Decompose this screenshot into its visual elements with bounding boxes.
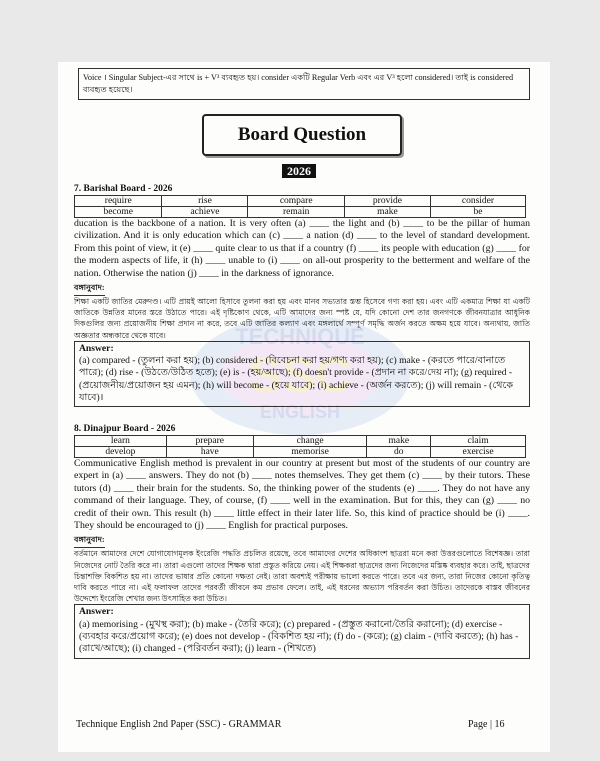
q8-word-table bbox=[74, 435, 526, 458]
q8-answer-box bbox=[74, 604, 530, 658]
word-cell: claim bbox=[431, 436, 526, 447]
word-cell: change bbox=[253, 436, 367, 447]
word-cell: develop bbox=[75, 447, 167, 458]
watermark-middle: SSC bbox=[248, 347, 352, 403]
year-badge: 2026 bbox=[282, 164, 316, 178]
word-cell: remain bbox=[248, 207, 345, 218]
word-cell: provide bbox=[344, 196, 430, 207]
q8-answer-label: Answer: bbox=[79, 606, 114, 618]
table-row bbox=[75, 207, 526, 218]
q7-title: 7. Barishal Board - 2026 bbox=[74, 184, 173, 194]
word-cell: memorise bbox=[253, 447, 367, 458]
word-cell: be bbox=[430, 207, 525, 218]
q7-word-table bbox=[74, 195, 526, 218]
word-cell: prepare bbox=[166, 436, 253, 447]
footer-page-number: Page | 16 bbox=[468, 719, 505, 730]
q7-answer-box bbox=[74, 341, 530, 407]
word-cell: require bbox=[75, 196, 162, 207]
question-7 bbox=[74, 184, 530, 407]
q7-bn-label: বঙ্গানুবাদ: bbox=[74, 282, 105, 296]
q8-bengali-translation: বর্তমানে আমাদের দেশে যোগাযোগমূলক ইংরেজি পদ্ধতি প্রচলিত রয়েছে, তবে আমাদের দেশের অধিকাংশ ছাত্ররা মনে করা উত্তরগুলোতে বিশেষজ্ঞ। তারা নিজেদের নোট তৈরি করে না। তারা এগুলো তাদের শিক্ষক দ্বারা প্রস্তুত করিয়ে নেয়। এই শিক্ষকরা ছাত্রদের জন্য নিজেদের মস্তিষ্ক ব্যবহার করে। তাই, ছাত্রদের চিন্তাশক্তি বিকশিত হয় না। তাদের ভাষার প্রতি কোনো দক্ষতা নেই। তারা অবশ্যই পরীক্ষায় ভালো করতে পারে। তবে এর জন্য, তারা নিজের কোনো কৃতিত্ব দাবি করতে পারে না। এই ফলাফল তাদের পরবর্তী জীবনে কম প্রভাব ফেলে। তাই, এই ধরনের অভ্যাস পরিবর্তন করা উচিত। তাদেরকে বাস্তব জীবনের উদ্দেশ্যে ইংরেজি শেখার জন্য উৎসাহিত করা উচিত। bbox=[74, 549, 530, 604]
word-cell: do bbox=[367, 447, 431, 458]
word-cell: rise bbox=[162, 196, 248, 207]
q8-bn-label: বঙ্গানুবাদ: bbox=[74, 534, 105, 548]
word-cell: compare bbox=[248, 196, 345, 207]
q8-answer-text: (a) memorising - (মুখস্থ করা); (b) make - (তৈরি করে); (c) prepared - (প্রস্তুত করানো/তৈরি করানো); (d) exercise - (ব্যবহার করে/প্রয়োগ করে); (e) does not develop - (বিকশিত হয় না); (f) do - (করে); (g) claim - (দাবি করতে); (h) has - (রাখে/আছে); (i) changed - (পরিবর্তন করা); (j) learn - (শিখতে) bbox=[79, 618, 519, 655]
q7-bengali-translation: শিক্ষা একটি জাতির মেরুদণ্ড। এটি প্রায়ই আলো হিসাবে তুলনা করা হয় এবং মানব সভ্যতার স্তম্ভ হিসেবে গণ্য করা হয়। এবং এটি একমাত্র শিক্ষা যা একটি জাতিকে উন্নতির মানের স্তরে উঠাতে পারে। এই দৃষ্টিকোণ থেকে, এটি আমাদের জন্য স্পষ্ট যে, যদি কোনো দেশ তার জনগণকে জীবনযাত্রার আধুনিক দিকগুলির জন্য প্রয়োজনীয় শিক্ষা প্রদান না করে, তবে এটি জাতির কল্যাণ এবং মঙ্গলার্থে সম্পূর্ণ সমৃদ্ধি অর্জন করতে অক্ষম হয়ে যাবে। অন্যথায়, জাতি অজ্ঞতার অন্ধকারে থেকে যাবে। bbox=[74, 297, 530, 340]
footer-book-title: Technique English 2nd Paper (SSC) - GRAMMAR bbox=[76, 719, 282, 730]
q8-passage: Communicative English method is prevalent in our country at present but most of the students of our country are expert in (a) ____ answers. They do not (b) ____ notes themselves. They get them (c) ____ by their tutors. These tutors (d) ____ their brain for the students. So, the thinking power of the students (e) ____. They do not have any command of their language. They, of course, (f) ____ well in the examination. But for this, they can (g) ____ no credit of their own. This result (h) ____ little effect in their later life. So, this kind of practice should be (i) ____. They should be encouraged to (j) ____ English for practical purposes. bbox=[74, 458, 530, 532]
q7-answer-label: Answer: bbox=[79, 342, 114, 354]
word-cell: make bbox=[344, 207, 430, 218]
watermark-top: TECHNIQUE bbox=[235, 324, 365, 349]
watermark-bottom: ENGLISH bbox=[259, 402, 341, 422]
word-cell: exercise bbox=[431, 447, 526, 458]
word-cell: become bbox=[75, 207, 162, 218]
word-cell: make bbox=[367, 436, 431, 447]
word-cell: achieve bbox=[162, 207, 248, 218]
word-cell: have bbox=[166, 447, 253, 458]
q7-answer-text: (a) compared - (তুলনা করা হয়); (b) considered - (বিবেচনা করা হয়/গণ্য করা হয়); (c) make - (করতে পারে/বানাতে পারে); (d) rise - (উঠতে/উঠিত হতে); (e) is - (হয়/আছে); (f) doesn't provide - (প্রদান না করে/দেয় না); (g) required - (প্রয়োজনীয়/প্রয়োজন হয় এমন); (h) will become - (হয়ে যাবে); (i) achieve - (অর্জন করতে); (j) will remain - (থেকে যাবে)। bbox=[79, 355, 514, 404]
board-question-heading: Board Question bbox=[202, 114, 402, 156]
table-row bbox=[75, 196, 526, 207]
table-row bbox=[75, 436, 526, 447]
note-box bbox=[78, 68, 530, 100]
q7-passage: ducation is the backbone of a nation. It is very often (a) ____ the light and (b) ____ to be the pillar of human civilization. And it is only education which can (c) ____ a nation (d) ____ to the level of standard development. From this point of view, it (e) ____ quite clear to us that if a country (f) ____ its people with education (g) ____ for the modern aspects of life, it (h) ____ unable to (i) ____ on all-out prosperity to the betterment and welfare of the nation. Otherwise the nation (j) ____ in the darkness of ignorance. bbox=[74, 218, 530, 279]
word-cell: consider bbox=[430, 196, 525, 207]
q8-title: 8. Dinajpur Board - 2026 bbox=[74, 424, 176, 434]
table-row bbox=[75, 447, 526, 458]
question-8 bbox=[74, 424, 530, 659]
note-text: Voice । Singular Subject-এর সাথে is + V³ ব্যবহৃত হয়। consider একটি Regular Verb এবং এর V³ হলো considered। তাই is considered ব্যবহৃত হয়েছে। bbox=[83, 73, 514, 94]
word-cell: learn bbox=[75, 436, 167, 447]
